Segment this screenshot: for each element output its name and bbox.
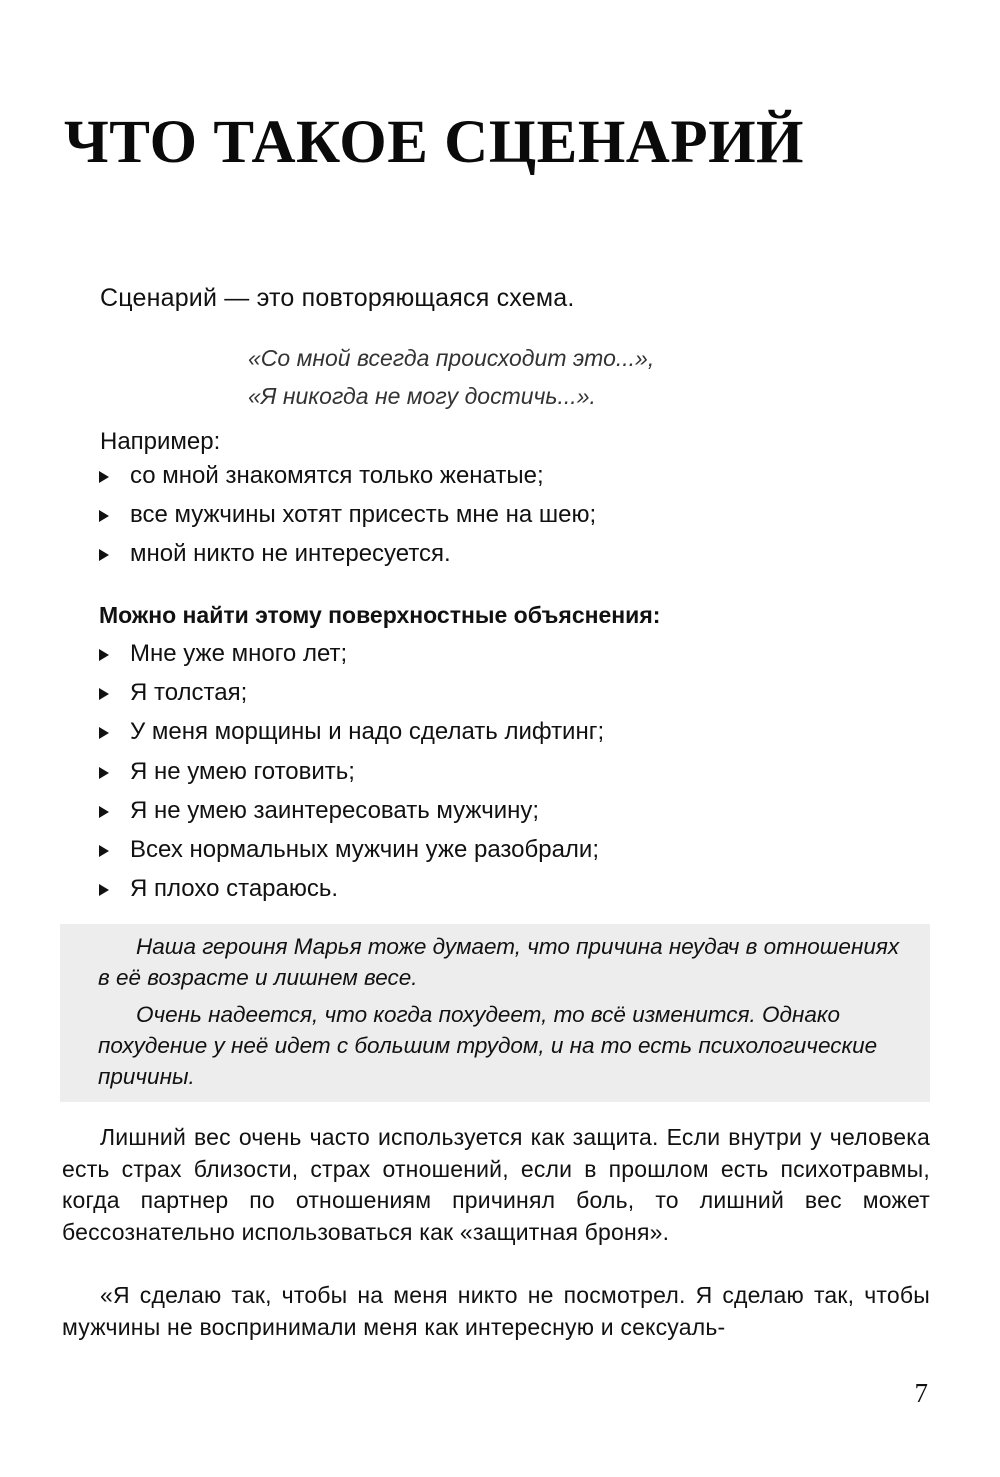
bullet-triangle-icon (99, 510, 109, 522)
bullet-triangle-icon (99, 806, 109, 818)
bullet-triangle-icon (99, 845, 109, 857)
examples-list (96, 456, 596, 573)
list-item (96, 869, 604, 908)
chapter-title: ЧТО ТАКОЕ СЦЕНАРИЙ (64, 109, 804, 176)
list-item-text: Я не умею готовить; (130, 757, 355, 785)
examples-label: Например: (100, 428, 221, 455)
list-item (96, 456, 596, 495)
highlight-box (60, 924, 930, 1102)
list-item-text: Я плохо стараюсь. (130, 875, 339, 903)
quotes-block (248, 339, 654, 415)
bullet-triangle-icon (99, 688, 109, 700)
page-number: 7 (914, 1378, 928, 1408)
explanations-heading: Можно найти этому поверхностные объяснения: (99, 602, 661, 628)
bullet-triangle-icon (99, 471, 109, 483)
list-item (96, 791, 604, 830)
list-item-text: Всех нормальных мужчин уже разобрали; (130, 835, 599, 863)
list-item (96, 712, 604, 751)
list-item (96, 752, 604, 791)
bullet-triangle-icon (99, 727, 109, 739)
list-item-text: со мной знакомятся только женатые; (130, 462, 544, 489)
list-item (96, 673, 604, 712)
bullet-triangle-icon (99, 649, 109, 661)
list-item (96, 830, 604, 869)
list-item (96, 495, 596, 534)
list-item-text: Я не умею заинтересовать мужчину; (130, 796, 540, 824)
list-item-text: У меня морщины и надо сделать лифтинг; (130, 718, 605, 746)
body-paragraph: Лишний вес очень часто используется как защита. Если внутри у человека есть страх близости, страх отношений, если в прошлом есть психотравмы, когда партнер по отношениям причинял боль, то лишний вес может бессознательно использоваться как «защитная броня». (62, 1124, 930, 1245)
bullet-triangle-icon (99, 549, 109, 561)
list-item (96, 534, 596, 573)
highlight-paragraph: Очень надеется, что когда похудеет, то всё изменится. Однако похудение у неё идет с большим трудом, и на то есть психологические причины. (98, 1002, 878, 1089)
list-item-text: все мужчины хотят присесть мне на шею; (130, 501, 597, 528)
bullet-triangle-icon (99, 884, 109, 896)
explanations-list (96, 634, 604, 908)
quote-line: «Я никогда не могу достичь...». (248, 383, 596, 409)
bullet-triangle-icon (99, 767, 109, 779)
list-item-text: Я толстая; (130, 679, 248, 707)
quote-line: «Со мной всегда происходит это...», (248, 345, 655, 371)
list-item-text: Мне уже много лет; (130, 640, 348, 667)
body-paragraph: «Я сделаю так, чтобы на меня никто не посмотрел. Я сделаю так, чтобы мужчины не воспринимали меня как интересную и сексуаль- (62, 1282, 930, 1340)
highlight-paragraph: Наша героиня Марья тоже думает, что причина неудач в отношениях в её возрасте и лишнем весе. (98, 934, 900, 990)
list-item-text: мной никто не интересуется. (130, 540, 451, 567)
list-item (96, 634, 604, 673)
definition-text: Сценарий — это повторяющаяся схема. (100, 284, 575, 312)
